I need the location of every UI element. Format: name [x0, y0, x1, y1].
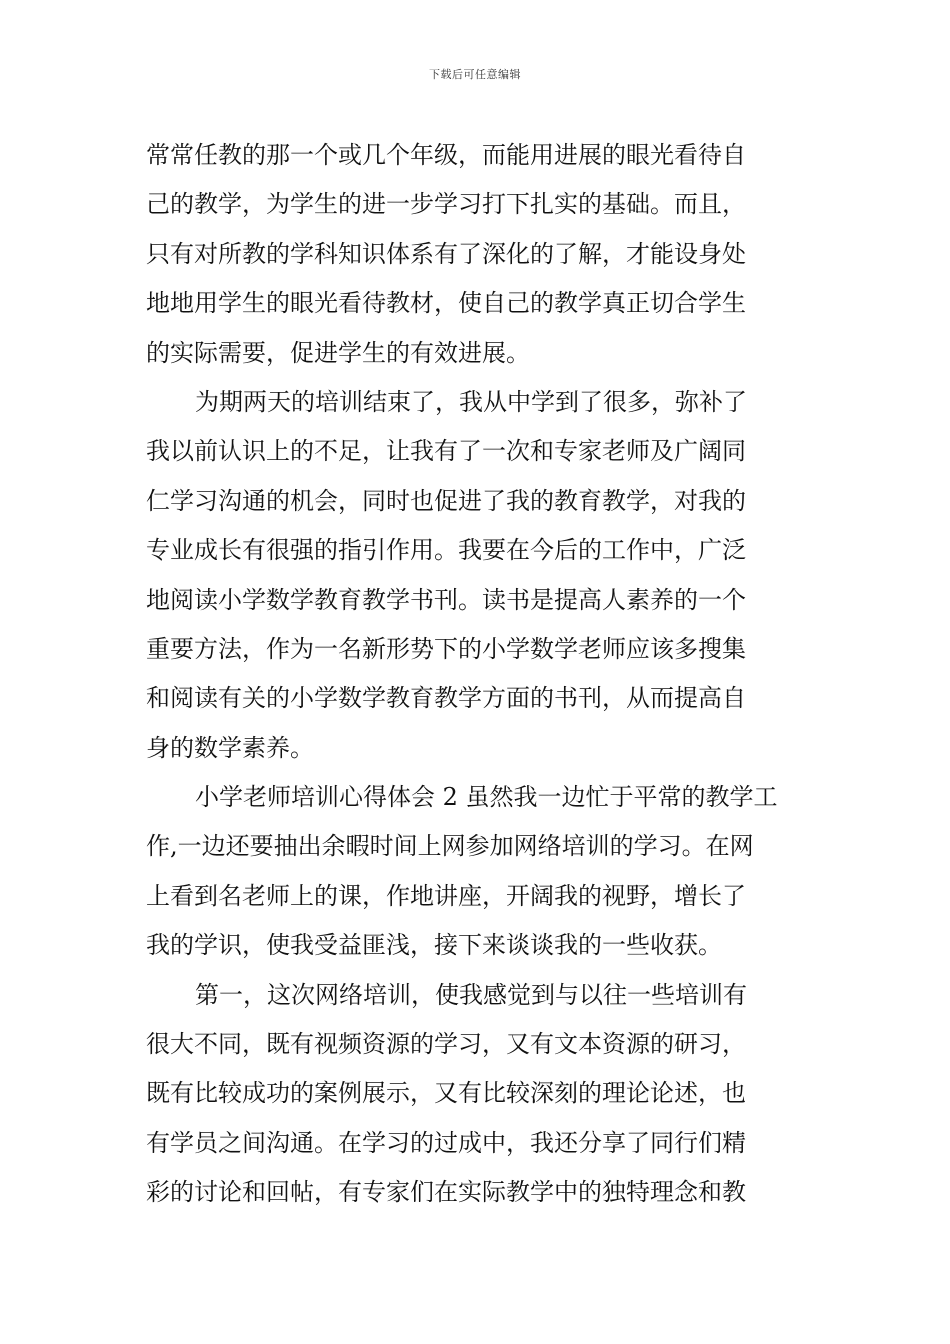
header-note: 下载后可任意编辑	[429, 68, 521, 81]
text-line: 仁学习沟通的机会，同时也促进了我的教育教学，对我的	[146, 486, 746, 515]
text-line: 既有比较成功的案例展示，又有比较深刻的理论论述，也	[146, 1079, 746, 1108]
text-line: 作,一边还要抽出余暇时间上网参加网络培训的学习。在网	[146, 832, 754, 861]
text-line: 只有对所教的学科知识体系有了深化的了解，才能设身处	[146, 239, 746, 268]
text-line: 重要方法，作为一名新形势下的小学数学老师应该多搜集	[146, 634, 746, 663]
text-line: 专业成长有很强的指引作用。我要在今后的工作中，广泛	[146, 536, 746, 565]
text-line: 地地用学生的眼光看待教材，使自己的教学真正切合学生	[146, 289, 746, 318]
paragraph-start-line: 为期两天的培训结束了，我从中学到了很多，弥补了	[195, 387, 747, 416]
text-line: 常常任教的那一个或几个年级，而能用进展的眼光看待自	[146, 141, 746, 169]
text-line: 上看到名老师上的课，作地讲座，开阔我的视野，增长了	[146, 881, 746, 910]
text-line: 地阅读小学数学教育教学书刊。读书是提高人素养的一个	[146, 585, 746, 614]
paragraph-start-line: 第一，这次网络培训，使我感觉到与以往一些培训有	[195, 980, 747, 1009]
text-line: 我的学识，使我受益匪浅，接下来谈谈我的一些收获。	[146, 931, 722, 960]
text-line: 有学员之间沟通。在学习的过成中，我还分享了同行们精	[146, 1128, 746, 1157]
text-line: 和阅读有关的小学数学教育教学方面的书刊，从而提高自	[146, 684, 746, 713]
text-line: 己的教学，为学生的进一步学习打下扎实的基础。而且，	[146, 190, 746, 219]
paragraph-start-line: 小学老师培训心得体会 2 虽然我一边忙于平常的教学工	[195, 783, 778, 812]
body-text	[146, 131, 806, 1218]
text-line: 很大不同，既有视频资源的学习，又有文本资源的研习，	[146, 1030, 746, 1059]
text-line: 我以前认识上的不足，让我有了一次和专家老师及广阔同	[146, 437, 746, 466]
text-line: 的实际需要，促进学生的有效进展。	[146, 338, 530, 367]
text-line: 彩的讨论和回帖，有专家们在实际教学中的独特理念和教	[146, 1178, 746, 1207]
text-line: 身的数学素养。	[146, 733, 314, 762]
